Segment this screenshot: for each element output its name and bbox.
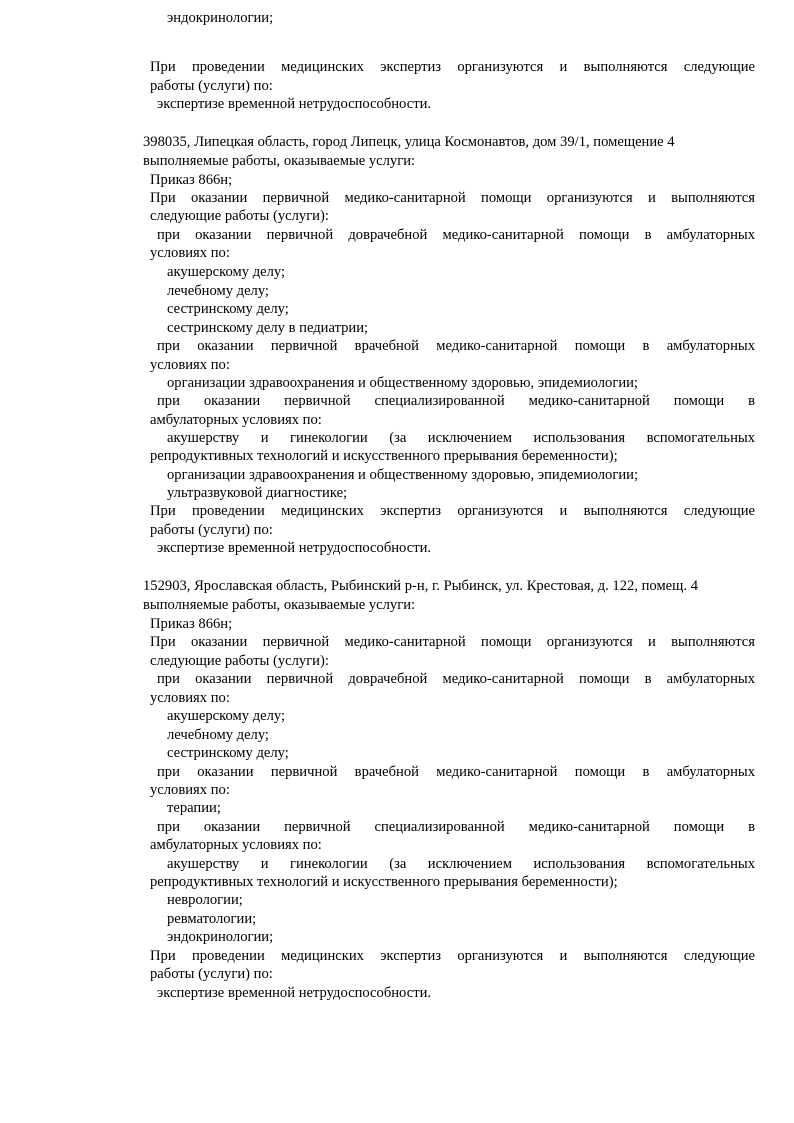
text-line: При проведении медицинских экспертиз организуются и выполняются следующие — [150, 59, 755, 75]
text-line: неврологии; — [167, 892, 243, 908]
text-line: работы (услуги) по: — [150, 522, 273, 538]
text-line: При проведении медицинских экспертиз организуются и выполняются следующие — [150, 948, 755, 964]
text-line: эндокринологии; — [167, 10, 274, 26]
text-line: организации здравоохранения и общественному здоровью, эпидемиологии; — [167, 375, 639, 391]
text-line: условиях по: — [150, 782, 230, 798]
address-heading: 398035, Липецкая область, город Липецк, улица Космонавтов, дом 39/1, помещение 4 — [143, 134, 675, 150]
text-line: ультразвуковой диагностике; — [167, 485, 348, 501]
text-line: условиях по: — [150, 690, 230, 706]
text-line: работы (услуги) по: — [150, 78, 273, 94]
text-line: следующие работы (услуги): — [150, 208, 329, 224]
text-line: Приказ 866н; — [150, 172, 233, 188]
text-line: репродуктивных технологий и искусственного прерывания беременности); — [150, 874, 618, 890]
text-line: амбулаторных условиях по: — [150, 412, 322, 428]
text-line: экспертизе временной нетрудоспособности. — [157, 540, 432, 556]
text-line: при оказании первичной специализированной медико-санитарной помощи в — [157, 819, 755, 835]
text-line: репродуктивных технологий и искусственного прерывания беременности); — [150, 448, 618, 464]
text-line: условиях по: — [150, 357, 230, 373]
text-line: Приказ 866н; — [150, 616, 233, 632]
text-line: организации здравоохранения и общественному здоровью, эпидемиологии; — [167, 467, 639, 483]
text-line: при оказании первичной доврачебной медико-санитарной помощи в амбулаторных — [157, 671, 755, 687]
text-line: работы (услуги) по: — [150, 966, 273, 982]
text-line: экспертизе временной нетрудоспособности. — [157, 96, 432, 112]
text-line: амбулаторных условиях по: — [150, 837, 322, 853]
text-line: лечебному делу; — [167, 727, 269, 743]
text-line: выполняемые работы, оказываемые услуги: — [143, 597, 416, 613]
text-line: При проведении медицинских экспертиз организуются и выполняются следующие — [150, 503, 755, 519]
text-line: акушерскому делу; — [167, 264, 286, 280]
text-line: акушерству и гинекологии (за исключением использования вспомогательных — [167, 856, 755, 872]
text-line: При оказании первичной медико-санитарной помощи организуются и выполняются — [150, 190, 755, 206]
text-line: выполняемые работы, оказываемые услуги: — [143, 153, 416, 169]
text-line: условиях по: — [150, 245, 230, 261]
text-line: при оказании первичной врачебной медико-санитарной помощи в амбулаторных — [157, 338, 755, 354]
text-line: следующие работы (услуги): — [150, 653, 329, 669]
text-line: при оказании первичной специализированной медико-санитарной помощи в — [157, 393, 755, 409]
text-line: акушерскому делу; — [167, 708, 286, 724]
text-line: акушерству и гинекологии (за исключением использования вспомогательных — [167, 430, 755, 446]
text-line: лечебному делу; — [167, 283, 269, 299]
text-line: эндокринологии; — [167, 929, 274, 945]
text-line: терапии; — [167, 800, 221, 816]
text-line: сестринскому делу; — [167, 745, 289, 761]
text-line: при оказании первичной доврачебной медико-санитарной помощи в амбулаторных — [157, 227, 755, 243]
address-heading: 152903, Ярославская область, Рыбинский р-н, г. Рыбинск, ул. Крестовая, д. 122, помещ. 4 — [143, 578, 698, 594]
text-line: При оказании первичной медико-санитарной помощи организуются и выполняются — [150, 634, 755, 650]
text-line: ревматологии; — [167, 911, 257, 927]
text-line: при оказании первичной врачебной медико-санитарной помощи в амбулаторных — [157, 764, 755, 780]
text-line: сестринскому делу в педиатрии; — [167, 320, 369, 336]
text-line: экспертизе временной нетрудоспособности. — [157, 985, 432, 1001]
text-line: сестринскому делу; — [167, 301, 289, 317]
